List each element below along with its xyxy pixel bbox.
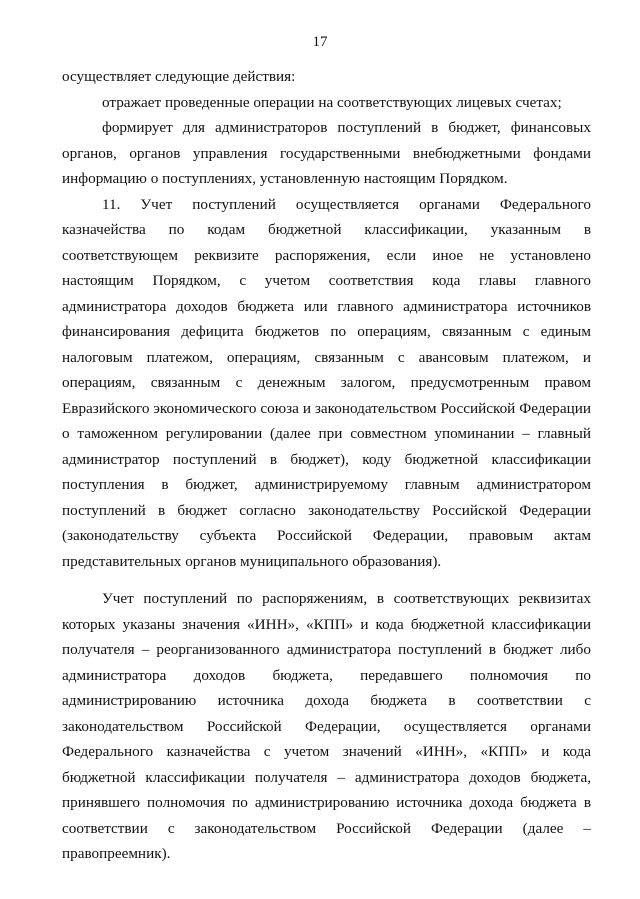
page-number: 17 bbox=[312, 34, 328, 50]
paragraph-11: 11. Учет поступлений осуществляется органами Федерального казначейства по кодам бюджетной классификации, указанным в соответствующем реквизите распоряжения, если иное не установлено настоящим Порядком, с учетом соответствия кода главы главного администратора доходов бюджета или главного администратора источников финансирования дефицита бюджетов по операциям, связанным с единым налоговым платежом, операциям, связанным с авансовым платежом, и операциям, связанным с денежным залогом, предусмотренным правом Евразийского экономического союза и законодательством Российской Федерации о таможенном регулировании (далее при совместном упоминании – главный администратор поступлений в бюджет), коду бюджетной классификации поступления в бюджет, администрируемому главным администратором поступлений в бюджет согласно законодательству Российской Федерации (законодательству субъекта Российской Федерации, правовым актам представительных органов муниципального образования). bbox=[62, 195, 591, 570]
paragraph-intro: осуществляет следующие действия: bbox=[62, 68, 296, 85]
document-body bbox=[62, 64, 591, 867]
paragraph-reorganized: Учет поступлений по распоряжениям, в соответствующих реквизитах которых указаны значения «ИНН», «КПП» и кода бюджетной классификации получателя – реорганизованного администратора поступлений в бюджет либо администратора доходов бюджета, передавшего полномочия по администрированию источника дохода бюджета в соответствии с законодательством Российской Федерации, осуществляется органами Федерального казначейства с учетом значений «ИНН», «КПП» и кода бюджетной классификации получателя – администратора доходов бюджета, принявшего полномочия по администрированию источника дохода бюджета в соответствии с законодательством Российской Федерации (далее – правопреемник). bbox=[62, 590, 591, 862]
paragraph-forms: формирует для администраторов поступлений в бюджет, финансовых органов, органов управления государственными внебюджетными фондами информацию о поступлениях, установленную настоящим Порядком. bbox=[62, 119, 591, 187]
paragraph-reflects: отражает проведенные операции на соответствующих лицевых счетах; bbox=[102, 93, 562, 111]
